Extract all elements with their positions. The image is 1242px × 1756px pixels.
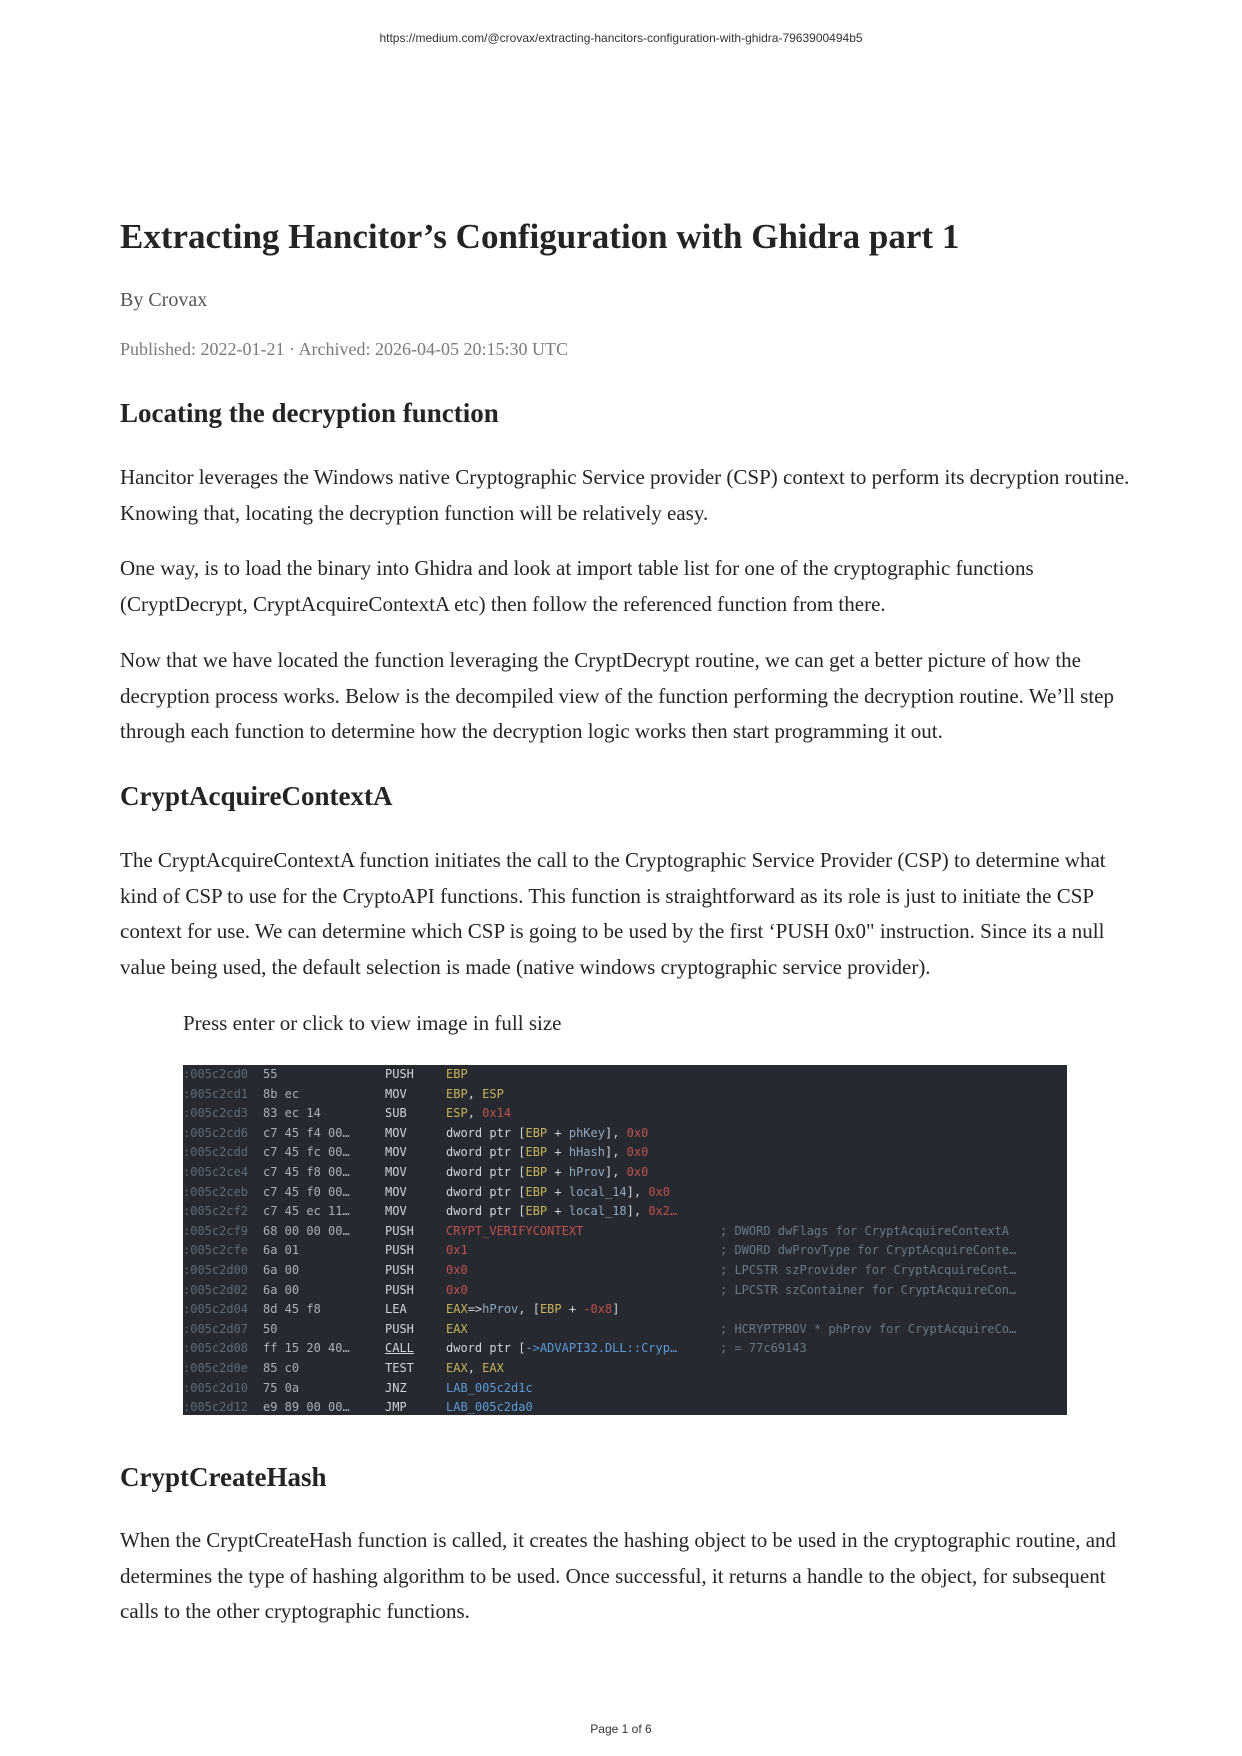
operand-token: ->ADVAPI32.DLL::Cryp… [525, 1341, 678, 1356]
operand-token: + [561, 1302, 584, 1317]
byline: By Crovax [120, 289, 208, 311]
code-operand [446, 1398, 533, 1415]
code-operand [446, 1104, 511, 1124]
code-mnemonic: PUSH [385, 1282, 414, 1297]
code-row [183, 1379, 1067, 1399]
code-address: :005c2d07 [183, 1321, 249, 1336]
code-mnemonic: MOV [385, 1125, 407, 1140]
code-operand [446, 1261, 468, 1281]
operand-token: ], [604, 1164, 627, 1179]
code-address: :005c2ceb [183, 1184, 249, 1199]
operand-token: 0x1 [446, 1243, 468, 1258]
operand-token: EAX [446, 1321, 468, 1336]
code-mnemonic: CALL [385, 1341, 414, 1356]
code-mnemonic: LEA [385, 1302, 407, 1317]
paragraph: The CryptAcquireContextA function initiates the call to the Cryptographic Service Provider (CSP) to determine what kind of CSP to use for the CryptoAPI functions. This function is straightforward as its role is just to initiate the CSP context for use. We can determine which CSP is going to be used by the first ‘PUSH 0x0" instruction. Since its a null value being used, the default selection is made (native windows cryptographic service provider). [120, 848, 1106, 979]
operand-token: dword ptr [ [446, 1184, 526, 1199]
code-row [183, 1339, 1067, 1359]
code-comment: ; DWORD dwFlags for CryptAcquireContextA [720, 1223, 1009, 1238]
operand-token: phKey [568, 1125, 605, 1140]
code-operand [446, 1281, 468, 1301]
code-row [183, 1261, 1067, 1281]
code-address: :005c2d00 [183, 1262, 249, 1277]
operand-token: dword ptr [ [446, 1125, 526, 1140]
code-row [183, 1300, 1067, 1320]
operand-token: EBP [525, 1164, 548, 1179]
code-operand [446, 1359, 504, 1379]
operand-token: hHash [568, 1145, 605, 1160]
page-url[interactable]: https://medium.com/@crovax/extracting-hancitors-configuration-with-ghidra-7963900494b5 [379, 31, 863, 45]
paragraph: Now that we have located the function leveraging the CryptDecrypt routine, we can get a better picture of how the decryption process works. Below is the decompiled view of the function performing the decryption routine. We’ll step through each function to determine how the decryption logic works then start programming it out. [120, 648, 1115, 743]
code-mnemonic: MOV [385, 1086, 407, 1101]
operand-token: hProv [482, 1302, 519, 1317]
operand-token: 0x0 [446, 1282, 468, 1297]
operand-token: + [547, 1125, 569, 1140]
code-address: :005c2cd1 [183, 1086, 249, 1101]
paragraph: Hancitor leverages the Windows native Cryptographic Service provider (CSP) context to perform its decryption routine. Knowing that, locating the decryption function will be relatively easy. [120, 465, 1130, 525]
operand-token: + [547, 1184, 569, 1199]
operand-token: => [467, 1302, 483, 1317]
code-address: :005c2cf2 [183, 1204, 249, 1219]
code-bytes: ff 15 20 40… [263, 1341, 350, 1356]
code-bytes: 75 0a [263, 1380, 300, 1395]
code-address: :005c2cd0 [183, 1067, 249, 1081]
code-comment: ; DWORD dwProvType for CryptAcquireConte… [720, 1243, 1017, 1258]
code-operand [446, 1183, 670, 1203]
code-mnemonic: PUSH [385, 1223, 414, 1238]
image-caption[interactable]: Press enter or click to view image in full size [183, 1011, 562, 1035]
code-bytes: 8b ec [263, 1086, 300, 1101]
code-mnemonic: JMP [385, 1400, 407, 1415]
code-row [183, 1124, 1067, 1144]
code-row [183, 1163, 1067, 1183]
operand-token: 0x0 [446, 1262, 468, 1277]
code-row [183, 1104, 1067, 1124]
code-address: :005c2cdd [183, 1145, 249, 1160]
code-mnemonic: MOV [385, 1145, 407, 1160]
code-comment: ; = 77c69143 [720, 1341, 807, 1356]
operand-token: ], [604, 1125, 627, 1140]
operand-token: dword ptr [ [446, 1204, 526, 1219]
code-operand [446, 1085, 504, 1105]
operand-token: 0x0 [626, 1164, 649, 1179]
code-operand [446, 1124, 648, 1144]
operand-token: dword ptr [ [446, 1341, 526, 1356]
code-address: :005c2ce4 [183, 1164, 249, 1179]
code-bytes: c7 45 f4 00… [263, 1125, 350, 1140]
code-mnemonic: PUSH [385, 1067, 414, 1081]
operand-token: EAX [446, 1360, 468, 1375]
code-operand [446, 1143, 648, 1163]
operand-token: EAX [482, 1360, 504, 1375]
operand-token: ESP [446, 1106, 468, 1121]
operand-token: , [467, 1106, 483, 1121]
code-mnemonic: MOV [385, 1184, 407, 1199]
code-row [183, 1241, 1067, 1261]
code-bytes: c7 45 ec 11… [263, 1204, 350, 1219]
code-row [183, 1143, 1067, 1163]
operand-token: 0x2… [648, 1204, 678, 1219]
code-mnemonic: MOV [385, 1164, 407, 1179]
code-address: :005c2d10 [183, 1380, 249, 1395]
code-operand [446, 1065, 468, 1085]
operand-token: hProv [568, 1164, 605, 1179]
code-mnemonic: JNZ [385, 1380, 407, 1395]
code-bytes: 83 ec 14 [263, 1106, 321, 1121]
code-address: :005c2d02 [183, 1282, 249, 1297]
code-address: :005c2cd6 [183, 1125, 249, 1140]
code-row [183, 1320, 1067, 1340]
operand-token: EBP [525, 1145, 548, 1160]
operand-token: dword ptr [ [446, 1164, 526, 1179]
code-row [183, 1222, 1067, 1242]
operand-token: EBP [525, 1125, 548, 1140]
operand-token: ] [612, 1302, 620, 1317]
operand-token: EBP [525, 1184, 548, 1199]
section-heading-locating: Locating the decryption function [120, 398, 499, 428]
operand-token: , [ [518, 1302, 540, 1317]
operand-token: + [547, 1164, 569, 1179]
publish-meta: Published: 2022-01-21 · Archived: 2026-04-05 20:15:30 UTC [120, 339, 568, 359]
code-row [183, 1359, 1067, 1379]
operand-token: , [467, 1360, 483, 1375]
code-operand [446, 1339, 677, 1359]
code-bytes: 50 [263, 1321, 278, 1336]
code-row [183, 1281, 1067, 1301]
code-row [183, 1065, 1067, 1085]
code-bytes: 6a 01 [263, 1243, 300, 1258]
operand-token: 0x0 [626, 1145, 649, 1160]
code-bytes: c7 45 f8 00… [263, 1164, 350, 1179]
operand-token: + [547, 1145, 569, 1160]
code-operand [446, 1163, 648, 1183]
operand-token: EBP [446, 1086, 468, 1101]
operand-token: + [547, 1204, 569, 1219]
code-mnemonic: TEST [385, 1360, 414, 1375]
code-comment: ; LPCSTR szProvider for CryptAcquireCont… [720, 1262, 1017, 1277]
operand-token: local_18 [568, 1204, 627, 1219]
code-address: :005c2d0e [183, 1360, 249, 1375]
operand-token: ESP [482, 1086, 504, 1101]
code-address: :005c2d04 [183, 1302, 249, 1317]
code-comment: ; LPCSTR szContainer for CryptAcquireCon… [720, 1282, 1017, 1297]
code-bytes: 8d 45 f8 [263, 1302, 321, 1317]
operand-token: EBP [525, 1204, 548, 1219]
code-bytes: 85 c0 [263, 1360, 300, 1375]
operand-token: local_14 [568, 1184, 627, 1199]
code-address: :005c2cf9 [183, 1223, 249, 1238]
operand-token: ], [626, 1204, 649, 1219]
operand-token: 0x0 [626, 1125, 649, 1140]
operand-token: CRYPT_VERIFYCONTEXT [446, 1223, 584, 1238]
operand-token: EAX [446, 1302, 468, 1317]
code-bytes: e9 89 00 00… [263, 1400, 350, 1415]
operand-token: dword ptr [ [446, 1145, 526, 1160]
code-comment: ; HCRYPTPROV * phProv for CryptAcquireCo… [720, 1321, 1017, 1336]
code-bytes: 55 [263, 1067, 278, 1081]
code-mnemonic: PUSH [385, 1321, 414, 1336]
code-mnemonic: PUSH [385, 1243, 414, 1258]
code-address: :005c2cd3 [183, 1106, 249, 1121]
code-operand [446, 1300, 619, 1320]
code-row [183, 1202, 1067, 1222]
operand-token: LAB_005c2d1c [446, 1380, 533, 1395]
operand-token: , [467, 1086, 483, 1101]
code-row [183, 1398, 1067, 1415]
operand-token: ], [604, 1145, 627, 1160]
code-operand [446, 1202, 677, 1222]
disassembly-screenshot[interactable] [183, 1065, 1067, 1415]
operand-token: EBP [446, 1067, 468, 1081]
code-bytes: c7 45 fc 00… [263, 1145, 350, 1160]
code-operand [446, 1320, 468, 1340]
code-mnemonic: SUB [385, 1106, 407, 1121]
operand-token: 0x0 [648, 1184, 671, 1199]
code-bytes: 68 00 00 00… [263, 1223, 350, 1238]
code-row [183, 1183, 1067, 1203]
code-row [183, 1085, 1067, 1105]
code-bytes: 6a 00 [263, 1282, 300, 1297]
code-operand [446, 1241, 468, 1261]
code-address: :005c2cfe [183, 1243, 249, 1258]
article-title: Extracting Hancitor’s Configuration with Ghidra part 1 [120, 217, 960, 256]
operand-token: -0x8 [583, 1302, 613, 1317]
operand-token: ], [626, 1184, 649, 1199]
code-mnemonic: PUSH [385, 1262, 414, 1277]
operand-token: EBP [539, 1302, 562, 1317]
operand-token: 0x14 [482, 1106, 512, 1121]
paragraph: When the CryptCreateHash function is called, it creates the hashing object to be used in the cryptographic routine, and determines the type of hashing algorithm to be used. Once successful, it returns a handle to the object, for subsequent calls to the other cryptographic functions. [120, 1528, 1117, 1623]
section-heading-cryptacquirecontexta: CryptAcquireContextA [120, 781, 393, 811]
code-operand [446, 1379, 533, 1399]
section-heading-cryptcreatehash: CryptCreateHash [120, 1462, 327, 1492]
operand-token: LAB_005c2da0 [446, 1400, 533, 1415]
code-address: :005c2d12 [183, 1400, 249, 1415]
code-operand [446, 1222, 583, 1242]
code-mnemonic: MOV [385, 1204, 407, 1219]
code-bytes: c7 45 f0 00… [263, 1184, 350, 1199]
code-address: :005c2d08 [183, 1341, 249, 1356]
page-number: Page 1 of 6 [590, 1722, 652, 1736]
code-bytes: 6a 00 [263, 1262, 300, 1277]
paragraph: One way, is to load the binary into Ghidra and look at import table list for one of the cryptographic functions (CryptDecrypt, CryptAcquireContextA etc) then follow the referenced function from there. [120, 556, 1034, 616]
